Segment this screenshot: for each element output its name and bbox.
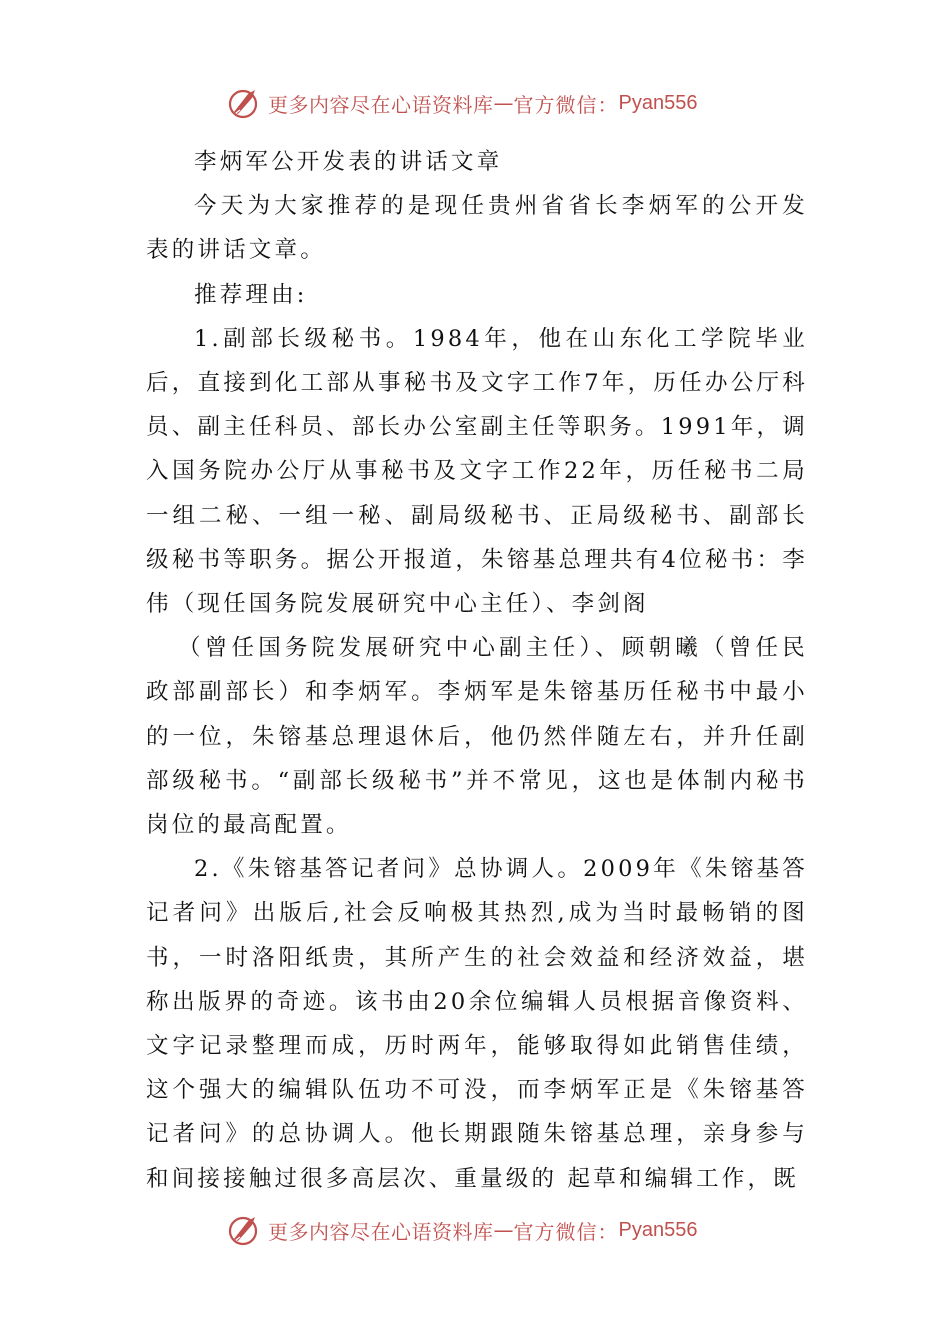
pen-nib-logo-icon xyxy=(228,86,262,120)
watermark-prefix: 更多内容尽在心语资料库 xyxy=(268,92,494,117)
watermark-wechat-id: Pyan556 xyxy=(618,91,698,114)
watermark-banner-top xyxy=(228,85,788,121)
paragraph-reason-1-continued: （曾任国务院发展研究中心副主任）、顾朝曦（曾任民政部副部长）和李炳军。李炳军是朱镕基历任秘书中最小的一位，朱镕基总理退休后，他仍然伴随左右，并升任副部级秘书。“副部长级秘书”并不常见，这也是体制内秘书岗位的最高配置。 xyxy=(146,635,808,839)
paragraph-intro: 今天为大家推荐的是现任贵州省省长李炳军的公开发表的讲话文章。 xyxy=(146,193,808,264)
watermark-wechat-id: Pyan556 xyxy=(618,1218,698,1241)
watermark-separator: — xyxy=(493,1218,514,1242)
watermark-wechat-label: 官方微信： xyxy=(513,1219,619,1244)
watermark-prefix: 更多内容尽在心语资料库 xyxy=(268,1219,494,1244)
paragraph-reason-2: 2.《朱镕基答记者问》总协调人。2009年《朱镕基答记者问》出版后,社会反响极其热烈,成为当时最畅销的图书，一时洛阳纸贵，其所产生的社会效益和经济效益，堪称出版界的奇迹。该书由20余位编辑人员根据音像资料、文字记录整理而成，历时两年，能够取得如此销售佳绩，这个强大的编辑队伍功不可没，而李炳军正是《朱镕基答记者问》的总协调人。他长期跟随朱镕基总理，亲身参与和间接接触过很多高层次、重量级的 起草和编辑工作，既 xyxy=(146,856,808,1192)
document-title: 李炳军公开发表的讲话文章 xyxy=(194,149,503,175)
paragraph-reason-1: 1.副部长级秘书。1984年，他在山东化工学院毕业后，直接到化工部从事秘书及文字工作7年，历任办公厅科员、副主任科员、部长办公室副主任等职务。1991年，调入国务院办公厅从事秘书及文字工作22年，历任秘书二局一组二秘、一组一秘、副局级秘书、正局级秘书、副部长级秘书等职务。据公开报道，朱镕基总理共有4位秘书：李伟（现任国务院发展研究中心主任）、李剑阁 xyxy=(146,325,808,618)
document-body xyxy=(146,140,808,1201)
pen-nib-logo-icon xyxy=(228,1213,262,1247)
watermark-wechat-label: 官方微信： xyxy=(513,92,619,117)
paragraph-reasons-heading: 推荐理由: xyxy=(194,281,308,308)
watermark-banner-bottom xyxy=(228,1212,788,1248)
watermark-separator: — xyxy=(493,91,514,115)
